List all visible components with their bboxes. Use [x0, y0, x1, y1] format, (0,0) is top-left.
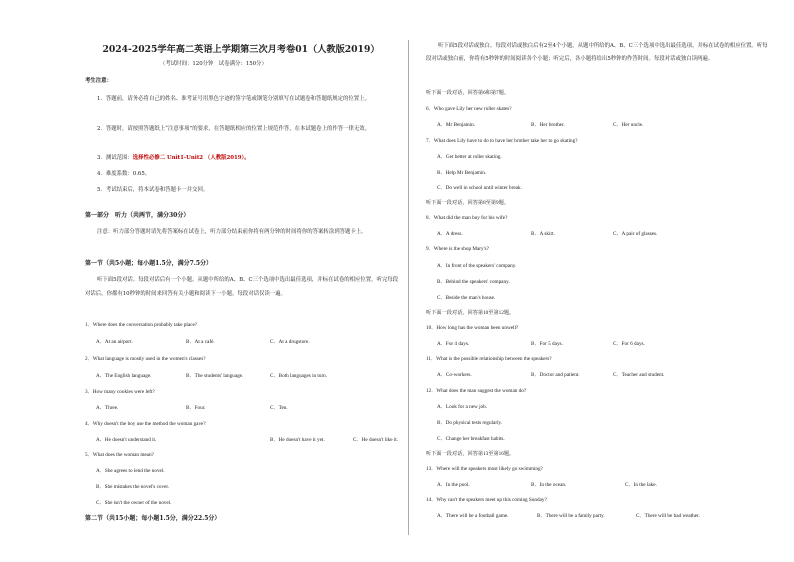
section2-heading: 第二节（共15小题；每小题1.5分，满分22.5分） [85, 515, 221, 522]
q11-option-a: A．Co-workers. [437, 372, 472, 378]
passage-6-7-line: 听下面一段对话，回答第6和第7题。 [426, 90, 510, 96]
question-3: 3．How many cookies were left? [85, 389, 155, 395]
question-14: 14．Why can't the speakers meet up this coming Sunday? [426, 497, 547, 503]
q4-option-a: A．He doesn't understand it. [96, 437, 157, 443]
notice-heading: 考生注意： [85, 78, 112, 84]
page-subtitle: （考试时间：120分钟 试卷满分：150分） [160, 61, 267, 67]
q10-option-b: B．For 5 days. [531, 341, 563, 347]
q13-option-a: A．In the pool. [437, 482, 470, 488]
q1-option-b: B．At a café. [186, 339, 215, 345]
q2-option-a: A．The English language. [96, 373, 152, 379]
section1-heading: 第一节（共5小题；每小题1.5分，满分7.5分） [85, 260, 213, 267]
q7-option-c: C．Do well in school until winter break. [437, 185, 522, 191]
q8-option-a: A．A dress. [437, 231, 463, 237]
test-scope: 选择性必修二 Unit1-Unit2 （人教版2019）。 [132, 155, 250, 161]
q12-option-c: C．Change her breakfast habits. [437, 436, 505, 442]
q13-option-b: B．In the ocean. [531, 482, 567, 488]
part1-heading: 第一部分 听力（共两节，满分30分） [85, 212, 190, 219]
passage-8-9-line: 听下面一段对话，回答第8至第9题。 [426, 200, 510, 206]
q2-option-c: C．Both languages in turn. [270, 373, 328, 379]
q2-option-b: B．The students' language. [186, 373, 244, 379]
q1-option-a: A．At an airport. [96, 339, 133, 345]
question-4: 4．Why doesn't the boy use the method the woman gave? [85, 421, 206, 427]
q3-option-a: A．Three. [96, 405, 119, 411]
q8-option-c: C．A pair of glasses. [613, 231, 658, 237]
question-13: 13．Where will the speakers most likely go swimming? [426, 466, 543, 472]
q5-option-c: C．She isn't the owner of the novel. [96, 500, 172, 506]
column-divider [408, 40, 409, 535]
notice-item-4: 4．难度系数：0.65。 [97, 171, 151, 177]
notice-item-1: 1．答题前，请务必将自己的姓名、准考证号用黑色字迹的签字笔或钢笔分别填写在试题卷和答题纸规定的位置上。 [97, 96, 370, 102]
q4-option-b: B．He doesn't have it yet. [270, 437, 325, 443]
q5-option-a: A．She agrees to lend the novel. [96, 468, 165, 474]
question-6: 6．Who gave Lily her new roller skates? [426, 106, 512, 112]
q1-option-c: C．At a drugstore. [270, 339, 310, 345]
question-8: 8．What did the man buy for his wife? [426, 215, 508, 221]
q14-option-c: C．There will be bad weather. [636, 513, 700, 519]
q9-option-a: A．In front of the speakers' company. [437, 263, 517, 269]
notice-item-2: 2．答题时，请按照答题纸上“注意事项”的要求，在答题纸相应的位置上规范作答，在本试题卷上的作答一律无效。 [97, 126, 371, 132]
q3-option-b: B．Four. [186, 405, 206, 411]
q10-option-c: C．For 6 days. [613, 341, 645, 347]
q5-option-b: B．She mistakes the novel's cover. [96, 484, 170, 490]
question-2: 2．What language is mostly used in the women's classes? [85, 356, 206, 362]
notice-item-3-label: 3．测试范围： [97, 155, 133, 161]
question-11: 11．What is the possible relationship between the speakers? [426, 356, 552, 362]
question-7: 7．What does Lily have to do to have her brother take her to go skating? [426, 138, 578, 144]
q14-option-a: A．There will be a football game. [437, 513, 509, 519]
question-12: 12．What does the man suggest the woman do? [426, 388, 527, 394]
q12-option-a: A．Look for a new job. [437, 404, 487, 410]
question-9: 9．Where is the shop Mary's? [426, 246, 489, 252]
q6-option-a: A．Mr Benjamin. [437, 122, 476, 128]
section1-instructions: 听下面5段对话。每段对话后有一个小题，从题中所给的A、B、C三个选项中选出最佳选项，并标在试卷的相应位置。听完每段对话后，你都有10秒钟的时间来回答有关小题和阅读下一小题。每段对话仅读一遍。 [85, 277, 399, 297]
q10-option-a: A．For 4 days. [437, 341, 470, 347]
q12-option-b: B．Do physical tests regularly. [437, 420, 503, 426]
q3-option-c: C．Ten. [270, 405, 288, 411]
question-10: 10．How long has the woman been unwell? [426, 325, 519, 331]
q7-option-a: A．Get better at roller skating. [437, 154, 502, 160]
question-1: 1．Where does the conversation probably take place? [85, 322, 198, 328]
notice-item-3 [97, 155, 250, 162]
q11-option-b: B．Doctor and patient. [531, 372, 580, 378]
q9-option-c: C．Beside the man's house. [437, 295, 496, 301]
q7-option-b: B．Help Mr Benjamin. [437, 170, 487, 176]
page-title: 2024-2025学年高二英语上学期第三次月考卷01（人教版2019） [102, 44, 380, 55]
part1-note: 注意：听力部分答题时请先将答案标在试卷上，听力部分结束前你将有两分钟的时间将你的答案转涂到答题卡上。 [97, 229, 367, 235]
q9-option-b: B．Behind the speakers' company. [437, 279, 510, 285]
q13-option-c: C．In the lake. [625, 482, 657, 488]
passage-10-12-line: 听下面一段对话，回答第10至第12题。 [426, 310, 515, 316]
q6-option-b: B．Her brother. [531, 122, 565, 128]
q8-option-b: B．A skirt. [531, 231, 555, 237]
question-5: 5．What does the woman mean? [85, 452, 154, 458]
passage-13-16-line: 听下面一段对话，回答第13至第16题。 [426, 451, 515, 457]
q14-option-b: B．There will be a family party. [537, 513, 605, 519]
q6-option-c: C．Her uncle. [613, 122, 644, 128]
notice-item-5: 5．考试结束后，将本试卷和答题卡一并交回。 [97, 187, 209, 193]
q4-option-c: C．He doesn't like it. [353, 437, 399, 443]
section2-instructions: 听下面5段对话或独白。每段对话或独白后有2至4个小题，从题中所给的A、B、C三个选项中选出最佳选项，并标在试卷的相应位置。听每段对话或独白前，你将有5秒钟的时间阅读各个小题；听完后，各小题将给出5秒钟的作答时间。每段对话或独白读两遍。 [426, 43, 768, 62]
q11-option-c: C．Teacher and student. [613, 372, 665, 378]
